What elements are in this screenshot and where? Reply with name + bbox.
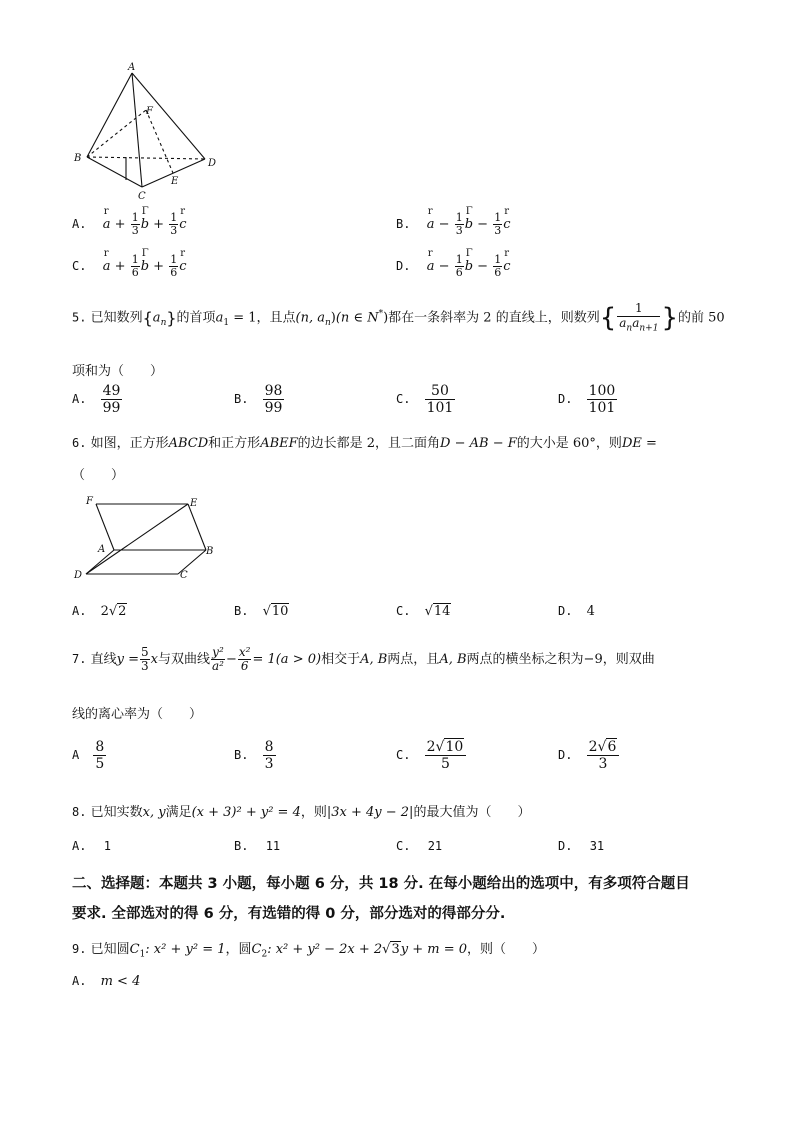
- vertex-label-f: F: [86, 496, 93, 507]
- q4-option-c[interactable]: C. r a + $\frac{1}{6}$ Γ b + $\frac{1}{6}$ r c: [72, 254, 186, 279]
- q5-option-a[interactable]: A. $\frac{49}{99}$: [72, 383, 121, 417]
- vertex-label-b: B: [206, 546, 214, 557]
- question-6-line2: （ ）: [72, 468, 125, 483]
- option-letter: B.: [396, 217, 411, 232]
- q8-option-a[interactable]: A. 1: [72, 839, 111, 853]
- question-8-stem: 8. 已知实数x, y满足(x + 3)² + y² = 4，则|3x + 4y − 2|的最大值为（ ）: [72, 805, 531, 820]
- question-6-stem: 6. 如图，正方形ABCD和正方形ABEF的边长都是 2，且二面角D − AB − F的大小是 60°，则DE =: [72, 436, 657, 451]
- q7-option-c[interactable]: C. $\frac{2√10}{5}$: [396, 739, 467, 772]
- dihedral-figure: [70, 492, 230, 584]
- q6-option-c[interactable]: C. √14: [396, 604, 451, 619]
- q6-option-b[interactable]: B. √10: [234, 604, 289, 619]
- q7-option-b[interactable]: B. $\frac{8}{3}$: [234, 739, 274, 773]
- q4-option-d[interactable]: D. r a − $\frac{1}{6}$ Γ b − $\frac{1}{6}$ r c: [396, 254, 510, 279]
- q7-option-a[interactable]: A $\frac{8}{5}$: [72, 739, 105, 773]
- q5-option-b[interactable]: B. $\frac{98}{99}$: [234, 383, 283, 417]
- q8-option-d[interactable]: D. 31: [558, 839, 605, 853]
- question-5-line2: 项和为（ ）: [72, 364, 164, 379]
- question-7-line2: 线的离心率为（ ）: [72, 707, 203, 722]
- q4-option-a[interactable]: A. r a + $\frac{1}{3}$ Γ b + $\frac{1}{3}$ r c: [72, 212, 186, 237]
- vertex-label-d: D: [208, 158, 217, 169]
- q5-option-d[interactable]: D. $\frac{100}{101}$: [558, 383, 616, 417]
- section-2-heading-line2: 要求. 全部选对的得 6 分，有选错的得 0 分，部分选对的得部分分.: [72, 906, 506, 922]
- vertex-label-f: F: [146, 106, 153, 117]
- option-letter: C.: [72, 259, 87, 274]
- vertex-label-a: A: [128, 62, 136, 73]
- vertex-label-b: B: [74, 153, 82, 164]
- vertex-label-c: C: [138, 191, 146, 202]
- q6-option-d[interactable]: D. 4: [558, 604, 595, 619]
- option-letter: A.: [72, 217, 87, 232]
- q5-option-c[interactable]: C. $\frac{50}{101}$: [396, 383, 454, 417]
- question-9-stem: 9. 已知圆$C_1$: x² + y² = 1，圆$C_2$: x² + y² − 2x + 2√3y + m = 0，则（ ）: [72, 942, 546, 960]
- vertex-label-a: A: [98, 544, 106, 555]
- option-letter: D.: [396, 259, 411, 274]
- q7-option-d[interactable]: D. $\frac{2√6}{3}$: [558, 739, 620, 772]
- question-5-stem: 5. 已知数列$\{a_n\}$的首项$a_1 = 1$，且点(n, $a_n)(n$ ∈ N*)都在一条斜率为 2 的直线上，则数列{ $\frac{1}{a_na_{n+1}}$ }的前 50: [72, 301, 725, 334]
- q8-option-c[interactable]: C. 21: [396, 839, 443, 853]
- vertex-label-e: E: [190, 498, 198, 509]
- q9-option-a[interactable]: A. m < 4: [72, 974, 141, 989]
- section-2-heading: 二、选择题：本题共 3 小题，每小题 6 分，共 18 分. 在每小题给出的选项中，有多项符合题目: [72, 876, 690, 892]
- vertex-label-c: C: [180, 570, 188, 581]
- vertex-label-e: E: [171, 176, 179, 187]
- tetrahedron-figure: [70, 60, 230, 205]
- q4-option-b[interactable]: B. r a − $\frac{1}{3}$ Γ b − $\frac{1}{3}$ r c: [396, 212, 510, 237]
- question-7-stem: 7. 直线y = $\frac{5}{3}$ x与双曲线 $\frac{\text{y²}}{\text{a²}}$ − $\frac{\text{x²}}{6}$ = 1(a > 0)相交于A, B两点，且A, B两点的横坐标之积为−9，则双曲: [72, 645, 655, 674]
- q6-option-a[interactable]: A. 2√2: [72, 604, 127, 619]
- vertex-label-d: D: [74, 570, 83, 581]
- q8-option-b[interactable]: B. 11: [234, 839, 281, 853]
